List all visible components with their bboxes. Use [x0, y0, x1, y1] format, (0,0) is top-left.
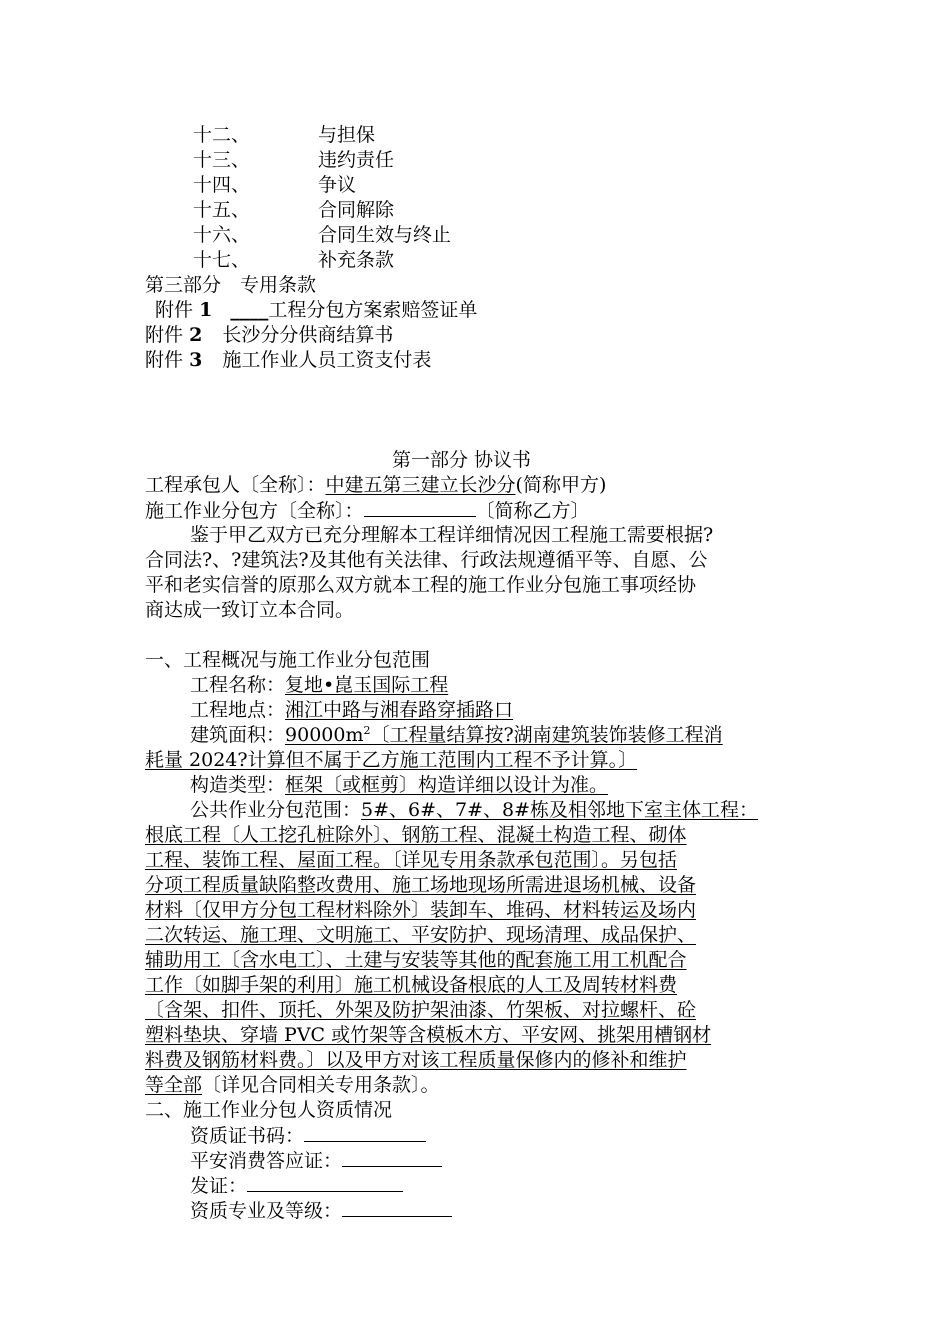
building-area-value: $90000m^2$〔工程量结算按?湖南建筑装饰装修工程消	[285, 724, 723, 746]
attachment-label: 附件	[145, 324, 184, 346]
toc-number: 十二、	[193, 124, 251, 146]
scope-line	[190, 798, 758, 823]
safety-permit-blank	[342, 1148, 442, 1167]
toc-label: 与担保	[318, 124, 376, 146]
qualification-field	[190, 1148, 442, 1174]
scope-line	[145, 1073, 440, 1098]
toc-number: 十七、	[193, 249, 251, 271]
party-a-value: 中建五第三建立长沙分	[325, 474, 516, 496]
party-b-blank	[364, 498, 476, 517]
project-address-value: 湘江中路与湘春路穿插路口	[285, 699, 514, 721]
project-address-label: 工程地点：	[190, 699, 286, 721]
structure-line	[190, 773, 608, 798]
scope-tail: 〔详见合同相关专用条款〕。	[202, 1074, 440, 1096]
attachment-text: 施工作业人员工资支付表	[222, 349, 432, 371]
scope-line: 工作〔如脚手架的利用〕施工机械设备根底的人工及周转材料费	[145, 974, 678, 996]
attachment-text: 工程分包方案索赔签证单	[268, 299, 478, 321]
preamble-line: 平和老实信誉的原那么双方就本工程的施工作业分包施工事项经协	[145, 574, 697, 596]
toc-number: 十四、	[193, 174, 251, 196]
building-area-label: 建筑面积：	[190, 724, 286, 746]
qualification-cert-blank	[304, 1123, 426, 1142]
qualification-grade-blank	[342, 1198, 452, 1217]
scope-line: 材料〔仅甲方分包工程材料除外〕装卸车、堆码、材料转运及场内	[145, 899, 697, 921]
scope-line: 二次转运、施工理、文明施工、平安防护、现场清理、成品保护、	[145, 924, 697, 946]
building-area-line	[190, 723, 723, 748]
qualification-field	[190, 1123, 426, 1149]
qualification-field	[190, 1173, 403, 1199]
section-two-title: 二、施工作业分包人资质情况	[145, 1099, 393, 1121]
toc-label: 补充条款	[318, 249, 395, 271]
toc-number: 十三、	[193, 149, 251, 171]
qualification-cert-label: 资质证书码：	[190, 1125, 305, 1147]
attachment-label: 附件	[145, 349, 184, 371]
scope-line: 辅助用工〔含水电工〕、土建与安装等其他的配套施工用工机配合	[145, 949, 687, 971]
area-superscript: 2	[363, 724, 371, 737]
toc-label: 合同解除	[318, 199, 395, 221]
project-name-value: 复地•崑玉国际工程	[285, 674, 449, 696]
issuer-label: 发证：	[190, 1175, 248, 1197]
structure-value: 框架〔或框剪〕构造详细以设计为准。	[285, 774, 609, 796]
preamble-line: 鉴于甲乙双方已充分理解本工程详细情况因工程施工需要根据?	[190, 524, 714, 546]
attachment-number: 2	[189, 324, 203, 346]
attachment-item	[145, 348, 431, 373]
scope-line: 根底工程〔人工挖孔桩除外〕、钢筋工程、混凝土构造工程、砌体	[145, 824, 687, 846]
attachment-text: 长沙分分供商结算书	[222, 324, 394, 346]
safety-permit-label: 平安消费答应证：	[190, 1150, 343, 1172]
toc-label: 合同生效与终止	[318, 224, 452, 246]
party-b-suffix: 〔简称乙方〕	[475, 500, 590, 522]
party-a-label: 工程承包人〔全称〕：	[145, 474, 326, 496]
toc-number: 十六、	[193, 224, 251, 246]
party-b-label: 施工作业分包方〔全称〕：	[145, 500, 364, 522]
scope-line: 料费及钢筋材料费。〕以及甲方对该工程质量保修内的修补和维护	[145, 1049, 687, 1071]
toc-label: 违约责任	[318, 149, 395, 171]
scope-line: 工程、装饰工程、屋面工程。〔详见专用条款承包范围〕。另包括	[145, 849, 678, 871]
attachment-label: 附件	[155, 299, 194, 321]
scope-line: 分项工程质量缺陷整改费用、施工场地现场所需进退场机械、设备	[145, 874, 697, 896]
attachment-item	[145, 323, 393, 348]
structure-label: 构造类型：	[190, 774, 286, 796]
project-name-label: 工程名称：	[190, 674, 286, 696]
area-note: 〔工程量结算按?湖南建筑装饰装修工程消	[370, 724, 723, 746]
qualification-grade-label: 资质专业及等级：	[190, 1200, 343, 1222]
scope-line: 塑料垫块、穿墙 PVC 或竹架等含模板木方、平安网、挑架用槽钢材	[145, 1024, 712, 1046]
attachment-item	[155, 298, 477, 323]
toc-number: 十五、	[193, 199, 251, 221]
part-one-title: 第一部分 协议书	[392, 449, 532, 471]
attachment-number: 1	[199, 299, 213, 321]
scope-text: 等全部	[145, 1074, 203, 1096]
attachment-blank: ____	[230, 299, 269, 321]
preamble-line: 合同法?、?建筑法?及其他有关法律、行政法规遵循平等、自愿、公	[145, 549, 708, 571]
toc-label: 争议	[318, 174, 357, 196]
party-a-suffix: (简称甲方)	[515, 474, 607, 496]
party-b-line	[145, 498, 590, 524]
section-one-title: 一、工程概况与施工作业分包范围	[145, 649, 431, 671]
part-three-heading: 第三部分 专用条款	[145, 274, 317, 296]
project-address-line	[190, 698, 513, 723]
scope-text: 5#、6#、7#、8#栋及相邻地下室主体工程：	[361, 799, 759, 821]
attachment-number: 3	[189, 349, 203, 371]
project-name-line	[190, 673, 448, 698]
area-note-continued: 耗量 2024?计算但不属于乙方施工范围内工程不予计算。〕	[145, 749, 638, 771]
scope-line: 〔含架、扣件、顶托、外架及防护架油漆、竹架板、对拉螺杆、砼	[145, 999, 697, 1021]
party-a-line	[145, 473, 606, 498]
preamble-line: 商达成一致订立本合同。	[145, 599, 355, 621]
scope-label: 公共作业分包范围：	[190, 799, 362, 821]
issuer-blank	[247, 1173, 403, 1192]
qualification-field	[190, 1198, 452, 1224]
